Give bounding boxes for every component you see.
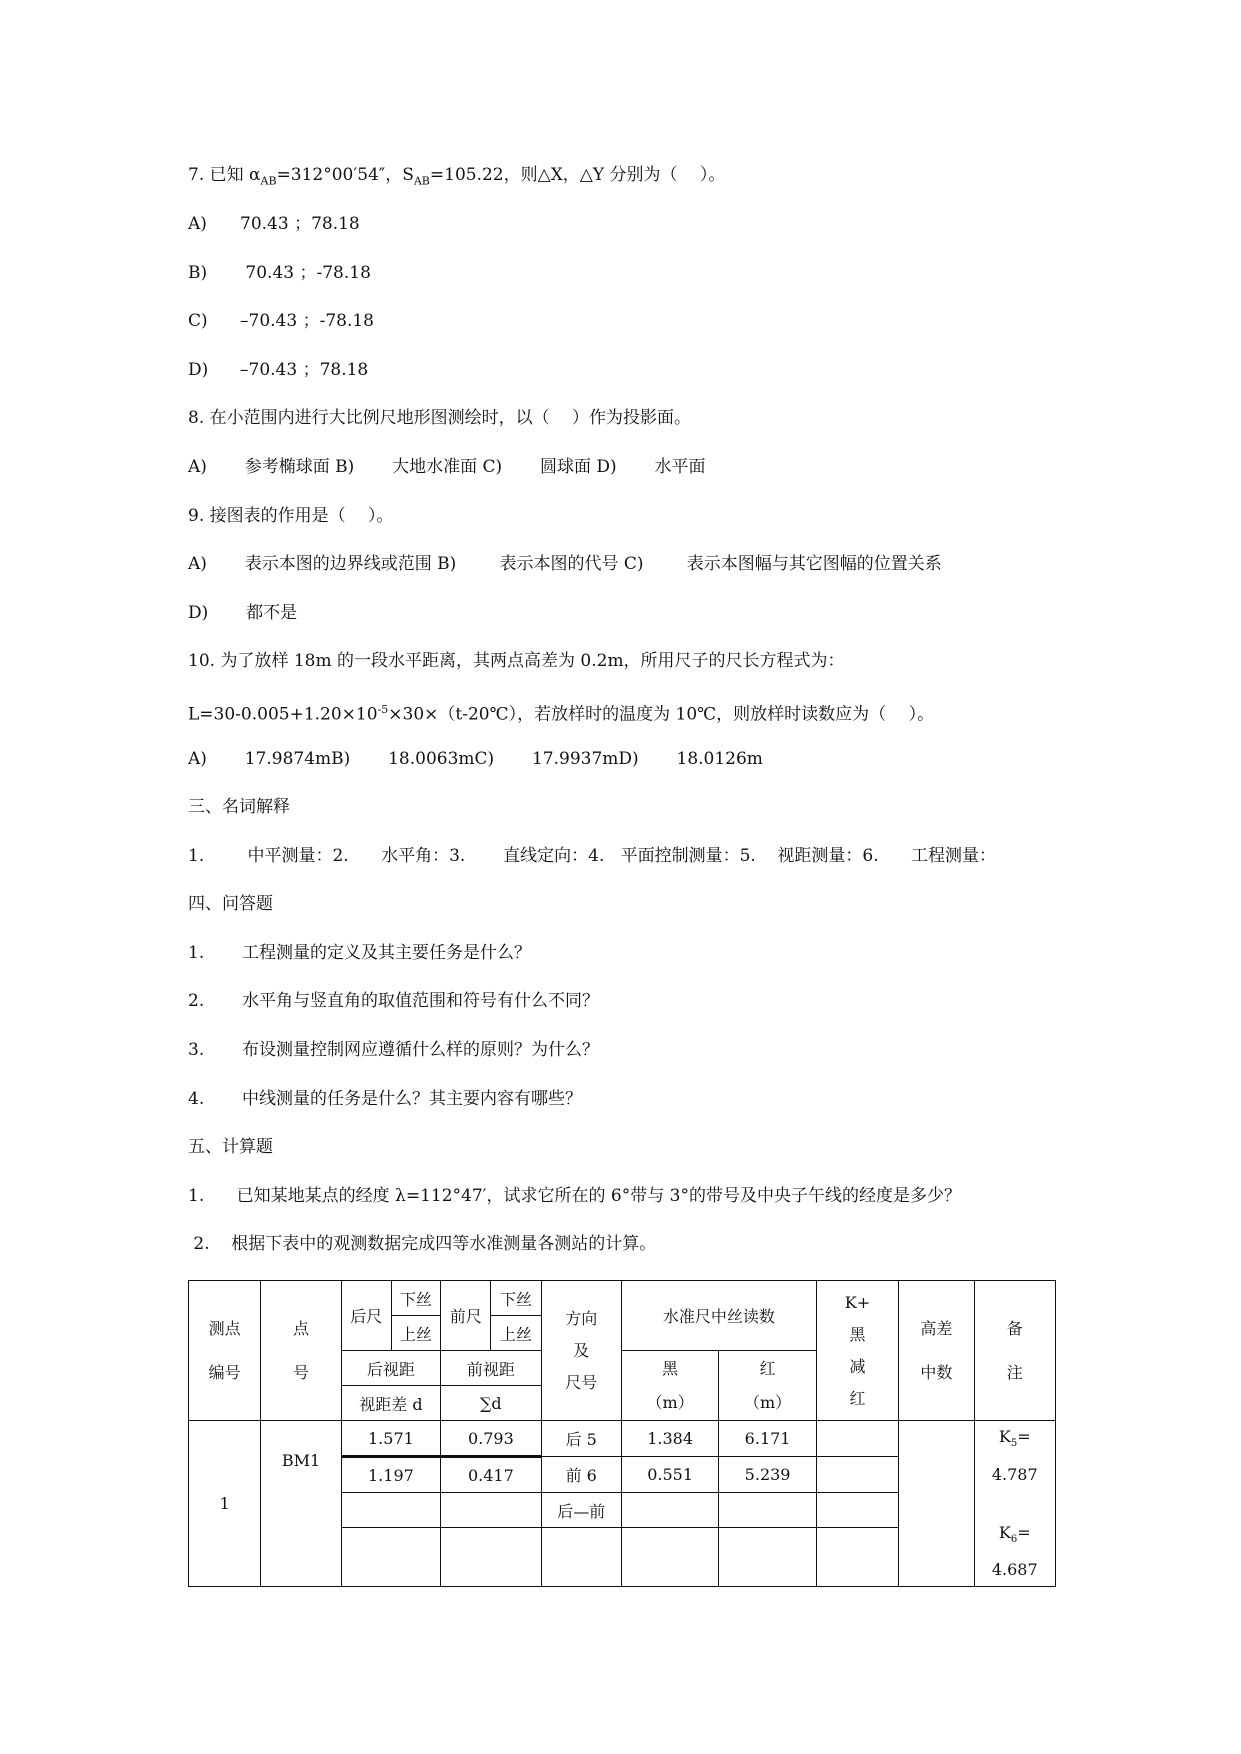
cell-back-3 [341, 1493, 440, 1528]
q7-mid: =312°00′54″，S [276, 165, 414, 185]
cell-front-4 [441, 1528, 541, 1587]
q8-options: A) 参考椭球面 B) 大地水准面 C) 圆球面 D) 水平面 [188, 457, 706, 477]
section4-item-2: 2. 水平角与竖直角的取值范围和符号有什么不同？ [188, 991, 600, 1011]
q10-options: A) 17.9874mB) 18.0063mC) 17.9937mD) 18.0126m [188, 749, 763, 769]
q9-option-d: D) 都不是 [188, 603, 298, 623]
cell-back-4 [341, 1528, 440, 1587]
q10-stem: 10. 为了放样 18m 的一段水平距离，其两点高差为 0.2m，所用尺子的尺长方程式为： [188, 651, 845, 671]
cell-black-2: 0.551 [621, 1457, 718, 1493]
q7-suffix: =105.22，则△X，△Y 分别为（ ）。 [429, 165, 726, 185]
cell-point: BM1 [261, 1421, 341, 1587]
header-front-staff: 前尺 [441, 1281, 491, 1351]
cell-dir-4 [541, 1528, 621, 1587]
header-station: 测点 编号 [189, 1281, 261, 1421]
header-back-distance: 后视距 [341, 1351, 440, 1386]
header-back-staff: 后尺 [341, 1281, 391, 1351]
section4-item-4: 4. 中线测量的任务是什么？其主要内容有哪些？ [188, 1089, 583, 1109]
cell-red-4 [719, 1528, 816, 1587]
q7-option-a: A) 70.43 ；78.18 [188, 214, 360, 234]
header-back-lower-stadia: 下丝 [391, 1281, 440, 1316]
q7-option-b: B) 70.43 ；-78.18 [188, 263, 371, 283]
header-middle-reading: 水准尺中丝读数 [621, 1281, 816, 1351]
header-height-diff-mean: 高差 中数 [899, 1281, 974, 1421]
section5-item-2: 2. 根据下表中的观测数据完成四等水准测量各测站的计算。 [188, 1234, 657, 1254]
cell-dir-2: 前 6 [541, 1457, 621, 1493]
section4-item-3: 3. 布设测量控制网应遵循什么样的原则？为什么？ [188, 1040, 600, 1060]
q10-formula: $L=30-0.005+1.20\times 10^{-5}\times 30\times(t-20℃)$，若放样时的温度为 10℃，则放样时读数应为（ ）。 [188, 703, 935, 725]
header-sum-d: ∑d [441, 1386, 541, 1421]
cell-back-2: 1.197 [341, 1457, 440, 1493]
q9-stem: 9. 接图表的作用是（ ）。 [188, 506, 394, 526]
section5-title: 五、计算题 [188, 1137, 273, 1157]
header-front-lower-stadia: 下丝 [491, 1281, 541, 1316]
cell-front-2: 0.417 [441, 1457, 541, 1493]
q8-stem: 8. 在小范围内进行大比例尺地形图测绘时，以（ ）作为投影面。 [188, 408, 692, 428]
q10-exponent: -5 [377, 703, 389, 716]
cell-black-1: 1.384 [621, 1421, 718, 1457]
section4-title: 四、问答题 [188, 894, 273, 914]
note-k5-value: 4.787 [991, 1464, 1038, 1484]
header-point: 点 号 [261, 1281, 341, 1421]
cell-dir-1: 后 5 [541, 1421, 621, 1457]
cell-note: $K_5=$ 4.787 $K_6=$ 4.687 [974, 1421, 1055, 1587]
cell-black-4 [621, 1528, 718, 1587]
cell-station: 1 [189, 1421, 261, 1587]
section4-item-1: 1. 工程测量的定义及其主要任务是什么？ [188, 943, 532, 963]
header-k-black-minus-red: K+ 黑 减 红 [816, 1281, 898, 1421]
cell-dir-3: 后—前 [541, 1493, 621, 1528]
data-row-1 [189, 1421, 1056, 1457]
header-red: 红 （m） [719, 1351, 816, 1421]
q7-stem [188, 163, 725, 193]
q7-option-c: C) –70.43 ；-78.18 [188, 311, 374, 331]
section5-item-1: 1. 已知某地某点的经度 λ=112°47′，试求它所在的 6°带与 3°的带号及中央子午线的经度是多少？ [188, 1186, 961, 1206]
header-row-1 [189, 1281, 1056, 1316]
cell-k-1 [816, 1421, 898, 1457]
header-front-upper-stadia: 上丝 [491, 1316, 541, 1351]
cell-back-1: 1.571 [341, 1421, 440, 1457]
cell-k-3 [816, 1493, 898, 1528]
section3-items: 1. 中平测量：2. 水平角：3. 直线定向：4. 平面控制测量：5. 视距测量：6. 工程测量： [188, 846, 997, 866]
header-direction: 方向 及 尺号 [541, 1281, 621, 1421]
header-back-upper-stadia: 上丝 [391, 1316, 440, 1351]
cell-black-3 [621, 1493, 718, 1528]
leveling-table [188, 1280, 1056, 1587]
cell-k-4 [816, 1528, 898, 1587]
cell-red-3 [719, 1493, 816, 1528]
cell-front-3 [441, 1493, 541, 1528]
section3-title: 三、名词解释 [188, 797, 290, 817]
q7-prefix: 7. 已知 α [188, 165, 261, 185]
header-distance-diff: 视距差 d [341, 1386, 440, 1421]
header-note: 备 注 [974, 1281, 1055, 1421]
q9-options: A) 表示本图的边界线或范围 B) 表示本图的代号 C) 表示本图幅与其它图幅的位置关系 [188, 554, 942, 574]
cell-height-diff [899, 1421, 974, 1587]
note-k6-value: 4.687 [991, 1559, 1038, 1579]
q7-sub-ab-1: AB [260, 174, 277, 188]
cell-front-1: 0.793 [441, 1421, 541, 1457]
q7-option-d: D) –70.43 ；78.18 [188, 360, 369, 380]
q7-sub-ab-2: AB [413, 174, 430, 188]
cell-red-1: 6.171 [719, 1421, 816, 1457]
cell-k-2 [816, 1457, 898, 1493]
cell-red-2: 5.239 [719, 1457, 816, 1493]
header-front-distance: 前视距 [441, 1351, 541, 1386]
header-black: 黑 （m） [621, 1351, 718, 1421]
